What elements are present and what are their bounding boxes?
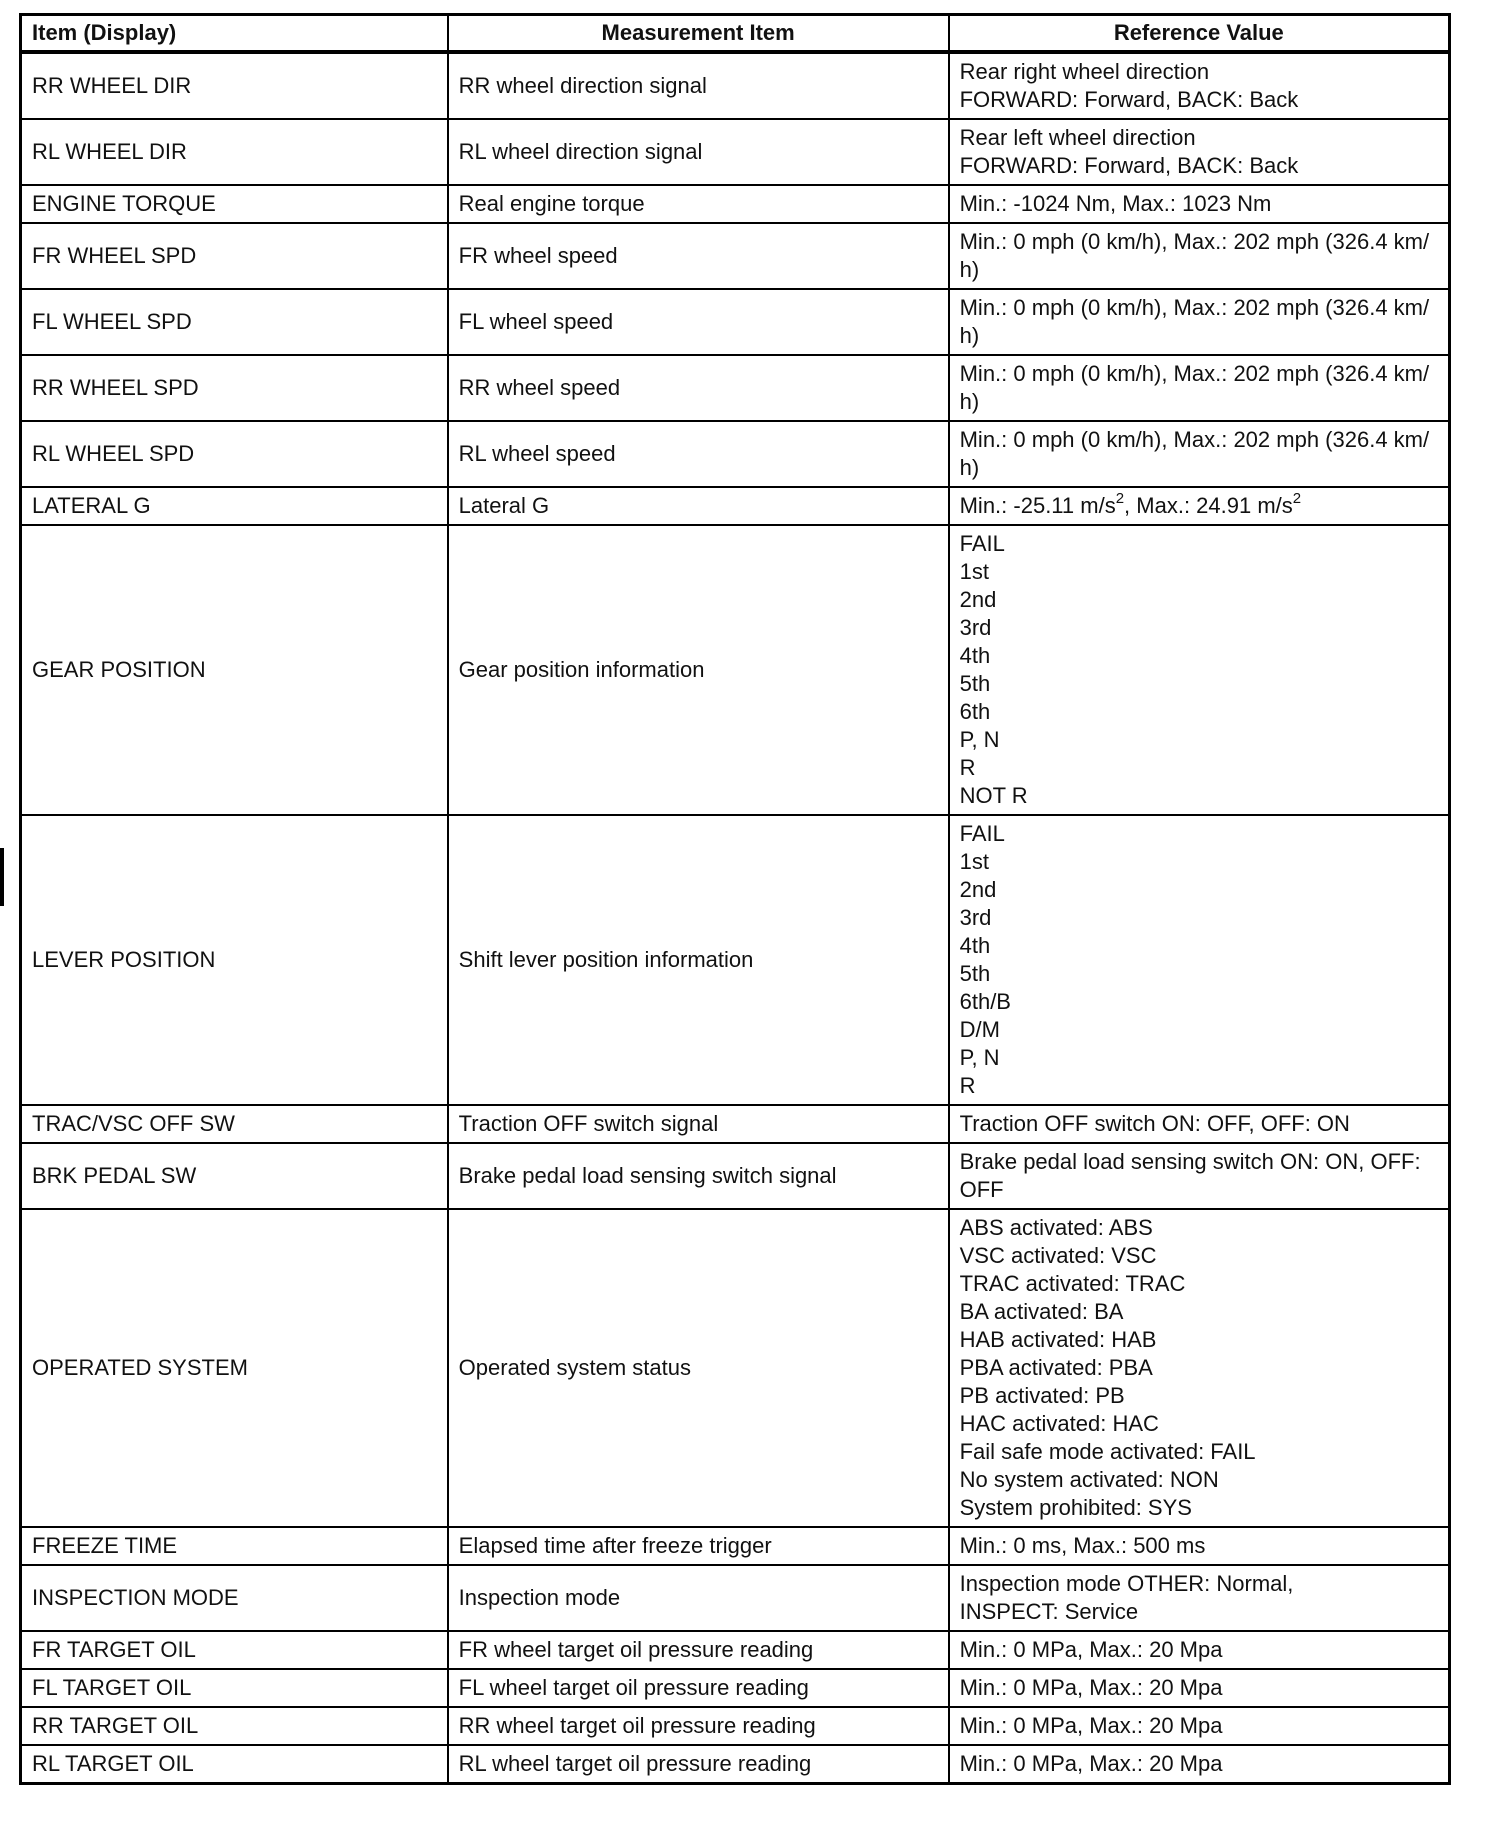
measurement-item-cell: Elapsed time after freeze trigger <box>448 1527 949 1565</box>
reference-line: VSC activated: VSC <box>959 1243 1157 1268</box>
reference-value-lines <box>960 422 1438 486</box>
reference-value-lines <box>960 186 1438 222</box>
item-display-cell: FL WHEEL SPD <box>21 289 448 355</box>
reference-line: 1st <box>959 559 989 584</box>
reference-value-lines <box>960 290 1438 354</box>
reference-value-cell <box>949 1105 1450 1143</box>
item-display-cell: FR TARGET OIL <box>21 1631 448 1669</box>
superscript-exponent: 2 <box>1115 489 1125 507</box>
reference-line: FAIL <box>959 821 1005 846</box>
item-display-cell: LATERAL G <box>21 487 448 525</box>
reference-line: Min.: 0 mph (0 km/h), Max.: 202 mph (326.4 km/ <box>959 427 1430 452</box>
reference-line: Fail safe mode activated: FAIL <box>959 1439 1256 1464</box>
reference-value-cell <box>949 119 1450 185</box>
reference-value-cell <box>949 355 1450 421</box>
measurement-item-cell: RR wheel direction signal <box>448 52 949 119</box>
item-display-cell: RL WHEEL SPD <box>21 421 448 487</box>
table-row <box>21 487 1450 525</box>
table-row <box>21 1527 1450 1565</box>
reference-line: Traction OFF switch ON: OFF, OFF: ON <box>959 1111 1350 1136</box>
table-row <box>21 1707 1450 1745</box>
reference-line: Inspection mode OTHER: Normal, <box>959 1571 1294 1596</box>
reference-text-part: , Max.: 24.91 m/s <box>1124 493 1293 518</box>
measurement-item-cell: Gear position information <box>448 525 949 815</box>
reference-line: h) <box>959 389 980 414</box>
reference-value-cell <box>949 1143 1450 1209</box>
table-row <box>21 1745 1450 1784</box>
reference-line: FORWARD: Forward, BACK: Back <box>959 87 1299 112</box>
measurement-item-cell: Inspection mode <box>448 1565 949 1631</box>
reference-line: Rear right wheel direction <box>959 59 1210 84</box>
table-row <box>21 119 1450 185</box>
measurement-item-cell: Shift lever position information <box>448 815 949 1105</box>
reference-value-cell <box>949 1565 1450 1631</box>
reference-line: Min.: 0 mph (0 km/h), Max.: 202 mph (326.4 km/ <box>959 295 1430 320</box>
measurement-item-cell: Traction OFF switch signal <box>448 1105 949 1143</box>
reference-value-lines <box>960 1670 1438 1706</box>
table-header-row <box>21 15 1450 53</box>
reference-line: Min.: 0 MPa, Max.: 20 Mpa <box>959 1713 1223 1738</box>
reference-line: P, N <box>959 1045 1000 1070</box>
reference-value-cell <box>949 185 1450 223</box>
reference-line: 4th <box>959 933 991 958</box>
reference-line: OFF <box>959 1177 1004 1202</box>
reference-value-lines <box>960 1210 1438 1526</box>
measurement-item-cell: Lateral G <box>448 487 949 525</box>
table-row <box>21 421 1450 487</box>
measurement-item-cell: FL wheel speed <box>448 289 949 355</box>
reference-value-cell <box>949 1707 1450 1745</box>
table-row <box>21 355 1450 421</box>
table-row <box>21 525 1450 815</box>
reference-line: Min.: 0 mph (0 km/h), Max.: 202 mph (326.4 km/ <box>959 361 1430 386</box>
reference-line: 2nd <box>959 877 997 902</box>
reference-value-cell <box>949 223 1450 289</box>
table-row <box>21 1669 1450 1707</box>
reference-line: FAIL <box>959 531 1005 556</box>
item-display-cell: OPERATED SYSTEM <box>21 1209 448 1527</box>
reference-line: FORWARD: Forward, BACK: Back <box>959 153 1299 178</box>
reference-line: 3rd <box>959 615 992 640</box>
reference-value-cell <box>949 525 1450 815</box>
reference-value-cell <box>949 1669 1450 1707</box>
reference-line: PB activated: PB <box>959 1383 1125 1408</box>
reference-value-lines <box>960 120 1438 184</box>
reference-line: 6th/B <box>959 989 1011 1014</box>
reference-line: PBA activated: PBA <box>959 1355 1153 1380</box>
reference-value-lines <box>960 816 1438 1104</box>
reference-line: R <box>959 1073 976 1098</box>
reference-line: No system activated: NON <box>959 1467 1219 1492</box>
reference-line: Min.: 0 mph (0 km/h), Max.: 202 mph (326.4 km/ <box>959 229 1430 254</box>
reference-line: R <box>959 755 976 780</box>
reference-line: TRAC activated: TRAC <box>959 1271 1186 1296</box>
reference-line: Min.: -1024 Nm, Max.: 1023 Nm <box>959 191 1272 216</box>
reference-line: h) <box>959 257 980 282</box>
reference-value-table <box>19 13 1451 1785</box>
reference-value-cell <box>949 487 1450 525</box>
reference-value-lines <box>960 1746 1438 1782</box>
reference-value-cell <box>949 52 1450 119</box>
measurement-item-cell: FR wheel speed <box>448 223 949 289</box>
reference-value-cell <box>949 1209 1450 1527</box>
item-display-cell: FL TARGET OIL <box>21 1669 448 1707</box>
reference-line: 1st <box>959 849 989 874</box>
reference-line: NOT R <box>959 783 1028 808</box>
table-row <box>21 1105 1450 1143</box>
reference-value-cell <box>949 815 1450 1105</box>
item-display-cell: LEVER POSITION <box>21 815 448 1105</box>
item-display-cell: FR WHEEL SPD <box>21 223 448 289</box>
revision-margin-bar <box>0 848 4 906</box>
reference-line: P, N <box>959 727 1000 752</box>
reference-value-cell <box>949 421 1450 487</box>
reference-line: 2nd <box>959 587 997 612</box>
reference-line: 5th <box>959 961 991 986</box>
table-row <box>21 1565 1450 1631</box>
table-row <box>21 815 1450 1105</box>
item-display-cell: GEAR POSITION <box>21 525 448 815</box>
measurement-item-cell: Operated system status <box>448 1209 949 1527</box>
reference-line: 5th <box>959 671 991 696</box>
reference-value-cell <box>949 289 1450 355</box>
measurement-item-cell: FL wheel target oil pressure reading <box>448 1669 949 1707</box>
superscript-exponent: 2 <box>1292 489 1302 507</box>
header-measurement-item: Measurement Item <box>448 15 949 53</box>
reference-value-lines <box>960 1528 1438 1564</box>
table-row <box>21 185 1450 223</box>
table-row <box>21 1143 1450 1209</box>
reference-line: Rear left wheel direction <box>959 125 1196 150</box>
measurement-item-cell: Brake pedal load sensing switch signal <box>448 1143 949 1209</box>
measurement-item-cell: Real engine torque <box>448 185 949 223</box>
reference-value-lines <box>960 526 1438 814</box>
measurement-item-cell: RL wheel target oil pressure reading <box>448 1745 949 1784</box>
reference-line: ABS activated: ABS <box>959 1215 1153 1240</box>
table-row <box>21 289 1450 355</box>
reference-line: 3rd <box>959 905 992 930</box>
reference-value-lines <box>960 488 1438 524</box>
reference-line: Brake pedal load sensing switch ON: ON, OFF: <box>959 1149 1421 1174</box>
reference-line: Min.: 0 MPa, Max.: 20 Mpa <box>959 1675 1223 1700</box>
table-row <box>21 1209 1450 1527</box>
item-display-cell: RR WHEEL DIR <box>21 52 448 119</box>
measurement-item-cell: RL wheel speed <box>448 421 949 487</box>
item-display-cell: INSPECTION MODE <box>21 1565 448 1631</box>
reference-line: Min.: 0 MPa, Max.: 20 Mpa <box>959 1751 1223 1776</box>
measurement-item-cell: FR wheel target oil pressure reading <box>448 1631 949 1669</box>
measurement-item-cell: RL wheel direction signal <box>448 119 949 185</box>
item-display-cell: RL WHEEL DIR <box>21 119 448 185</box>
reference-line: D/M <box>959 1017 1000 1042</box>
reference-line: 4th <box>959 643 991 668</box>
reference-value-cell <box>949 1527 1450 1565</box>
reference-value-lines <box>960 1566 1438 1630</box>
item-display-cell: RR WHEEL SPD <box>21 355 448 421</box>
reference-line: 6th <box>959 699 991 724</box>
item-display-cell: RR TARGET OIL <box>21 1707 448 1745</box>
reference-value-lines <box>960 54 1438 118</box>
reference-line: INSPECT: Service <box>959 1599 1139 1624</box>
item-display-cell: BRK PEDAL SW <box>21 1143 448 1209</box>
reference-line: System prohibited: SYS <box>959 1495 1192 1520</box>
item-display-cell: FREEZE TIME <box>21 1527 448 1565</box>
reference-value-lines <box>960 1144 1438 1208</box>
reference-line: h) <box>959 323 980 348</box>
reference-value-cell <box>949 1745 1450 1784</box>
header-reference-value: Reference Value <box>949 15 1450 53</box>
reference-value-lines <box>960 356 1438 420</box>
reference-value-cell <box>949 1631 1450 1669</box>
reference-line: Min.: 0 MPa, Max.: 20 Mpa <box>959 1637 1223 1662</box>
table-row <box>21 1631 1450 1669</box>
reference-value-lines <box>960 1106 1438 1142</box>
item-display-cell: TRAC/VSC OFF SW <box>21 1105 448 1143</box>
reference-line: HAB activated: HAB <box>959 1327 1157 1352</box>
reference-line <box>959 489 1438 520</box>
reference-value-lines <box>960 1708 1438 1744</box>
measurement-item-cell: RR wheel target oil pressure reading <box>448 1707 949 1745</box>
item-display-cell: RL TARGET OIL <box>21 1745 448 1784</box>
reference-value-lines <box>960 1632 1438 1668</box>
reference-line: Min.: 0 ms, Max.: 500 ms <box>959 1533 1206 1558</box>
reference-line: HAC activated: HAC <box>959 1411 1159 1436</box>
reference-line: BA activated: BA <box>959 1299 1124 1324</box>
table-row <box>21 52 1450 119</box>
table-row <box>21 223 1450 289</box>
item-display-cell: ENGINE TORQUE <box>21 185 448 223</box>
header-item-display: Item (Display) <box>21 15 448 53</box>
reference-line: h) <box>959 455 980 480</box>
measurement-item-cell: RR wheel speed <box>448 355 949 421</box>
reference-value-lines <box>960 224 1438 288</box>
reference-text-part: Min.: -25.11 m/s <box>959 493 1116 518</box>
